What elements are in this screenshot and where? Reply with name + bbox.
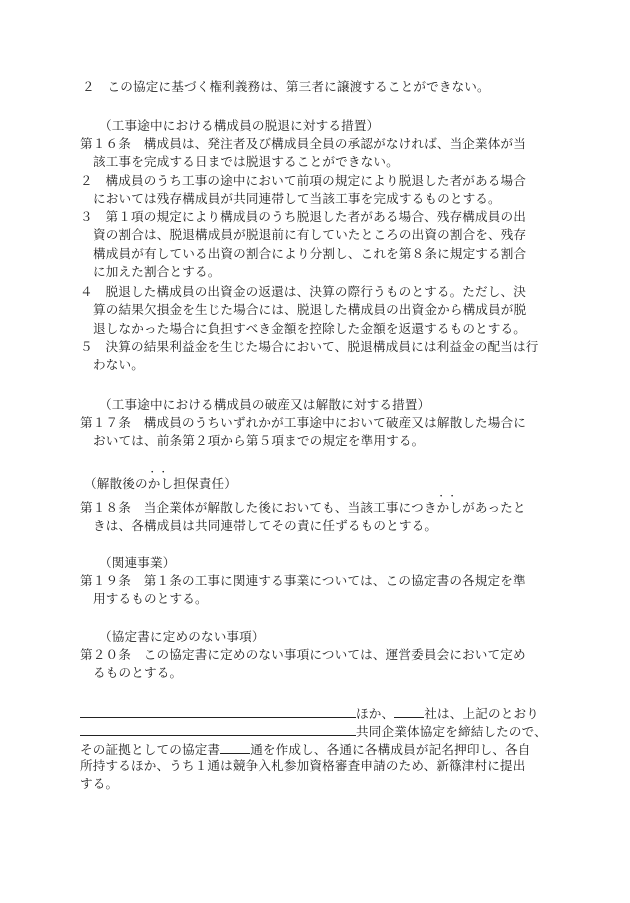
art15-para2: ２ この協定に基づく権利義務は、第三者に譲渡することができない。: [82, 79, 490, 94]
art18-para1: 第１８条 当企業体が解散した後においても、当該工事につき・・ かしがあったと きは、各構成員は共同連帯してその責に任ずるものとする。: [80, 499, 560, 536]
art19-heading: （関連事業）: [99, 555, 176, 570]
art17-heading: （工事途中における構成員の破産又は解散に対する措置）: [99, 397, 431, 412]
art17-para1: 第１７条 構成員のうちいずれかが工事途中において破産又は解散した場合に おいては、前条第２項から第５項までの規定を準用する。: [80, 415, 527, 449]
closing-line4: 所持するほか、うち１通は競争入札参加資格審査申請のため、新篠津村に提出: [80, 758, 526, 773]
art16-para5: ５ 決算の結果利益金を生じた場合において、脱退構成員には利益金の配当は行 わない。: [80, 339, 539, 373]
closing-line5: する。: [80, 776, 119, 791]
art19-para1: 第１９条 第１条の工事に関連する事業については、この協定書の各規定を準 用するものとする。: [80, 573, 526, 607]
company-count-blank: [394, 703, 424, 718]
closing-line2: 共同企業体協定を締結したので、: [80, 721, 560, 741]
signature-blank: [80, 703, 356, 718]
jv-name-blank: [80, 721, 356, 736]
art18-heading: （解散後の・・ かし担保責任）: [84, 475, 237, 493]
art16-para1: 第１６条 構成員は、発注者及び構成員全員の承認がなければ、当企業体が当 該工事を完成する日までは脱退することができない。: [80, 136, 527, 170]
art16-para3: ３ 第１項の規定により構成員のうち脱退した者がある場合、残存構成員の出 資の割合は、脱退構成員が脱退前に有していたところの出資の割合を、残存 構成員が有している出資の割合により分割し、これを第８条に規定する割合 に加えた割合とする。: [80, 209, 527, 279]
kashi-emphasis: ・・ かし: [437, 499, 463, 517]
copies-count-blank: [220, 739, 250, 754]
closing-line3: その証拠としての協定書 通を作成し、各通に各構成員が記名押印し、各自: [80, 739, 560, 759]
art16-heading: （工事途中における構成員の脱退に対する措置）: [99, 118, 380, 133]
art16-para4: ４ 脱退した構成員の出資金の返還は、決算の際行うものとする。ただし、決 算の結果欠損金を生じた場合には、脱退した構成員の出資金から構成員が脱 退しなかった場合に負担すべき金額を控除した金額を返還するものとする。: [80, 284, 527, 336]
art20-para1: 第２０条 この協定書に定めのない事項については、運営委員会において定め るものとする。: [80, 647, 526, 681]
art20-heading: （協定書に定めのない事項）: [99, 629, 265, 644]
art16-para2: ２ 構成員のうち工事の途中において前項の規定により脱退した者がある場合 においては残存構成員が共同連帯して当該工事を完成するものとする。: [80, 173, 527, 207]
closing-line1: ほか、 社は、上記のとおり: [80, 703, 560, 723]
kashi-emphasis: ・・ かし: [148, 475, 174, 493]
